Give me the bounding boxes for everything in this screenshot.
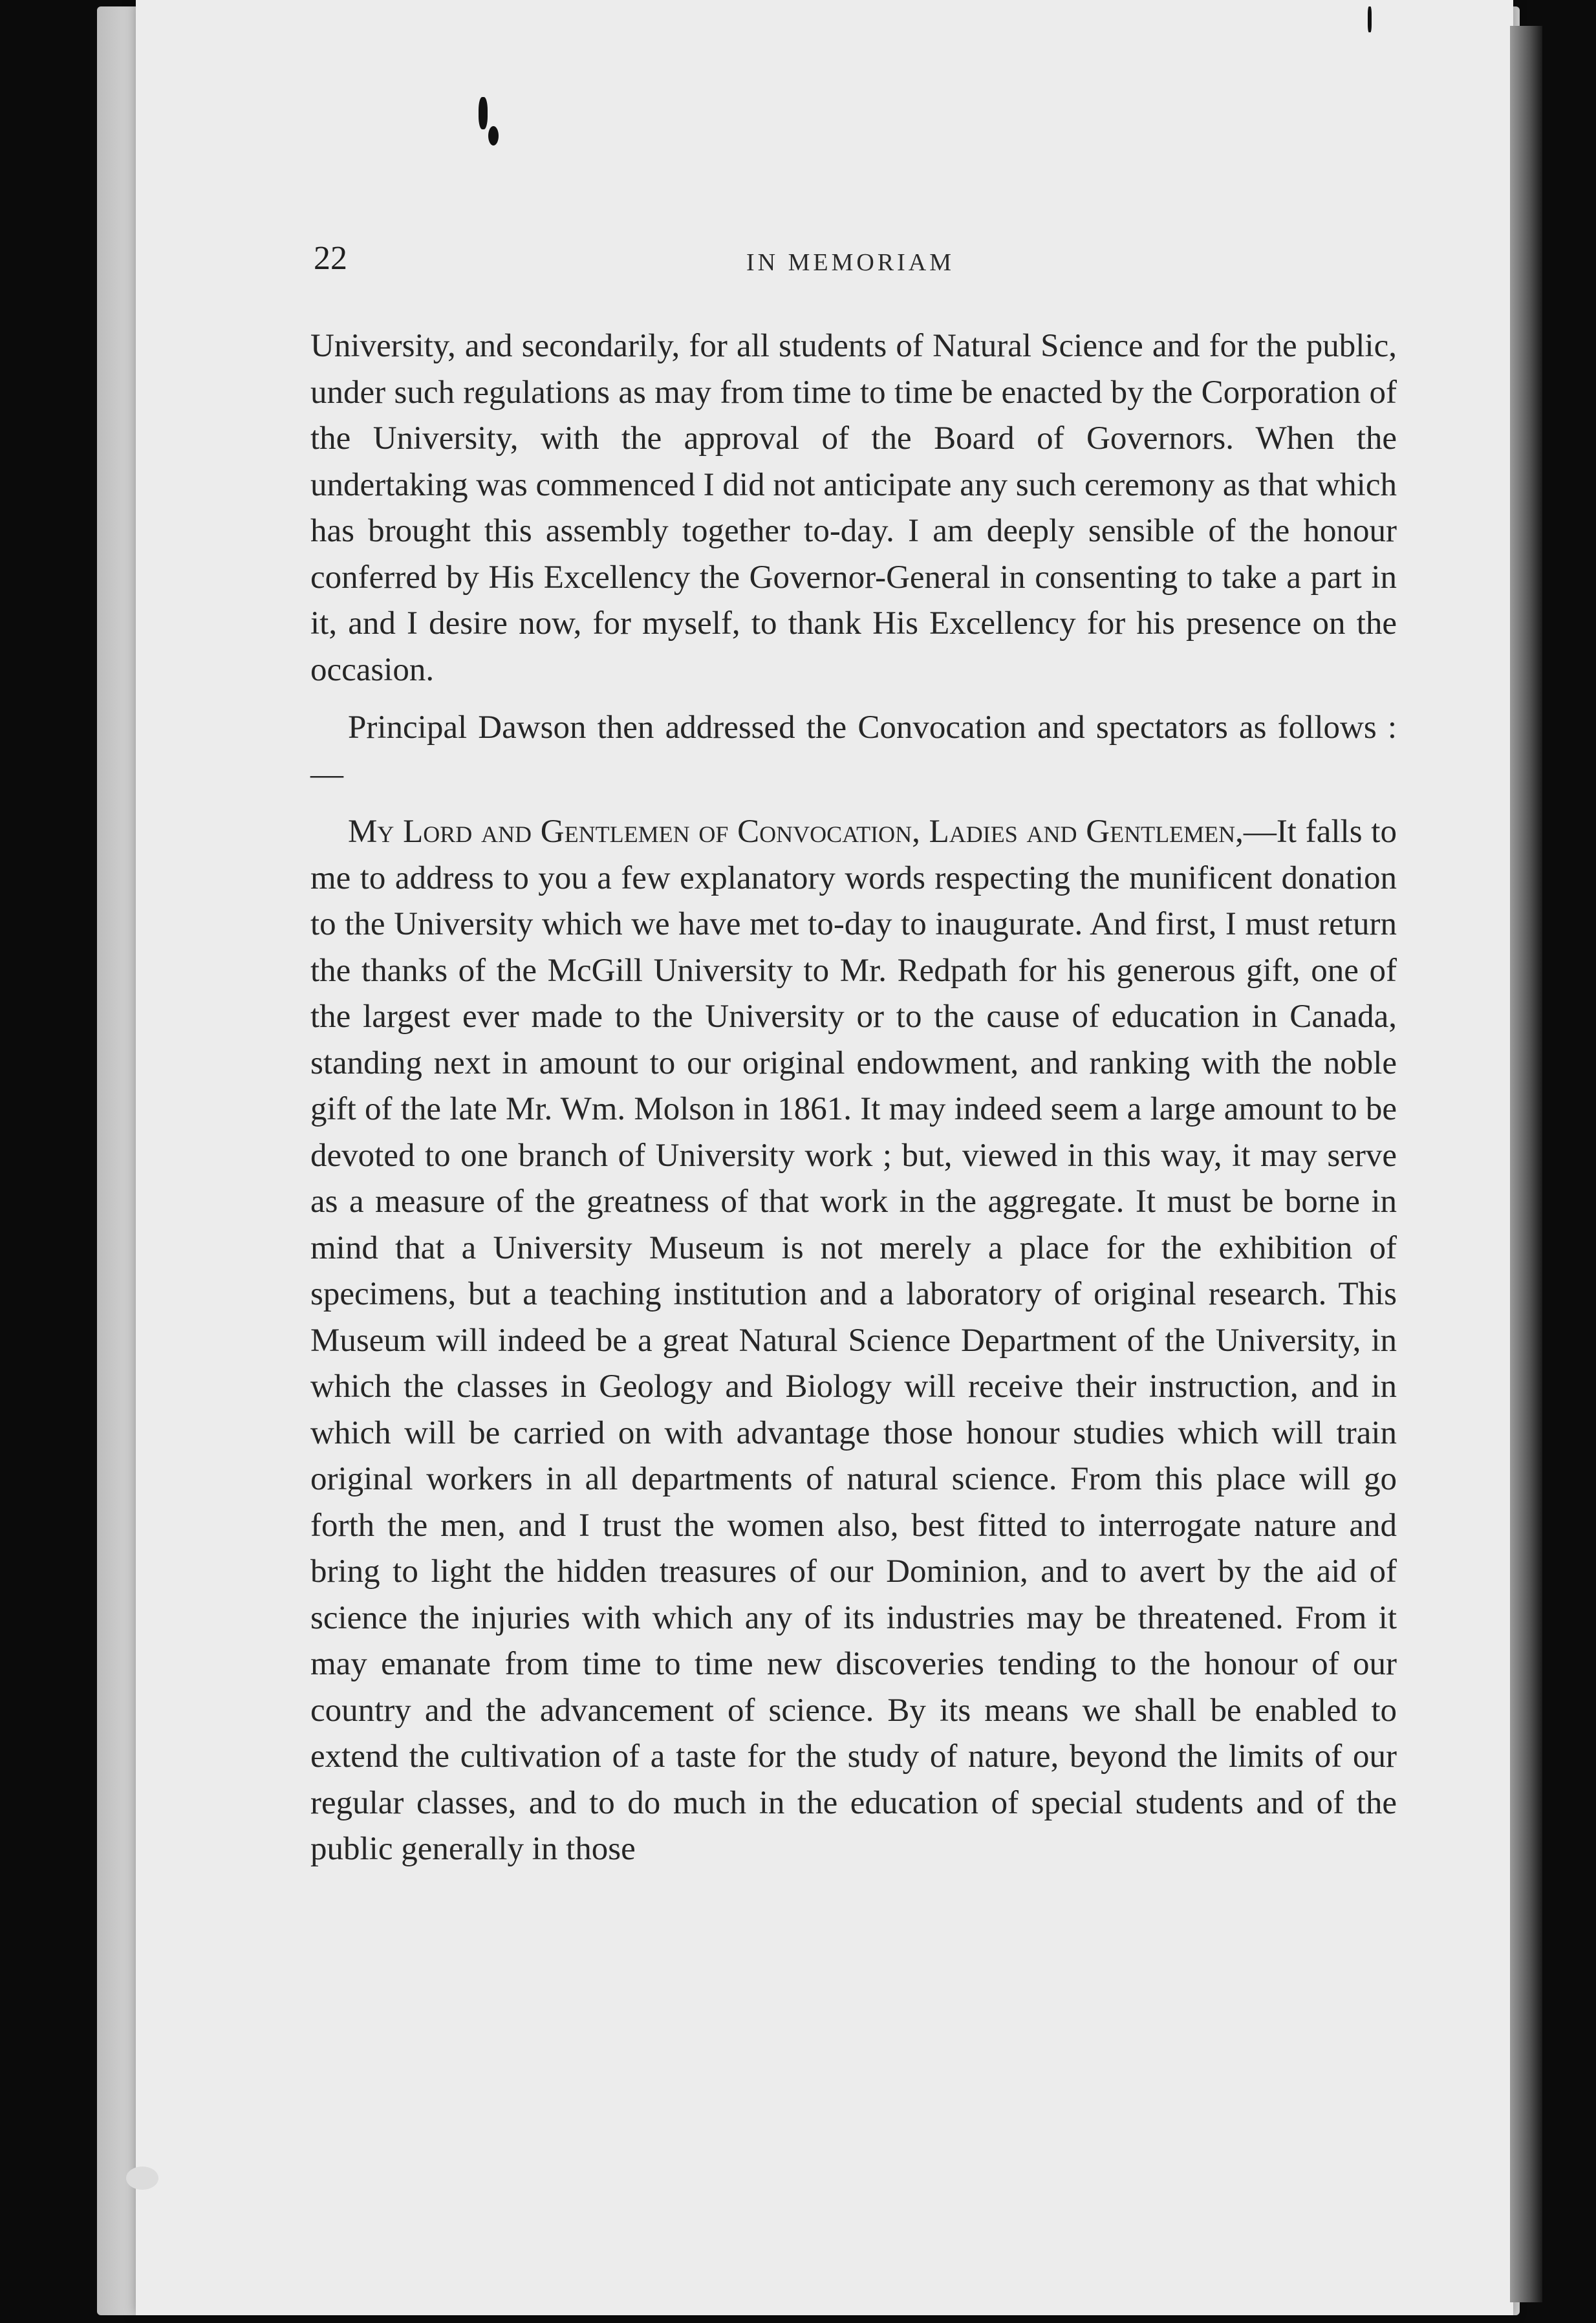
paragraph-2: Principal Dawson then addressed the Convocation and spectators as follows :—: [310, 709, 1397, 792]
salutation: My Lord and Gentlemen of Convocation, Ladies and Gentlemen,: [348, 814, 1244, 850]
binding-shadow: [1510, 26, 1542, 2302]
ink-speck: [126, 2166, 158, 2190]
running-title: IN MEMORIAM: [746, 249, 955, 276]
paragraph-3: [310, 809, 1397, 1873]
paragraph-1: University, and secondarily, for all students of Natural Science and for the public, under such regulations as may from time to time be enacted by the Corporation of the University, with the approval of the Board of Governors. When the undertaking was commenced I did not anticipate any such ceremony as that which has brought this assembly together to-day. I am deeply sensible of the honour conferred by His Excellency the Governor-General in consenting to take a part in it, and I desire now, for myself, to thank His Excellency for his presence on the occasion.: [310, 328, 1397, 688]
paragraph-3-text: —It falls to me to address to you a few explanatory words respecting the munificent donation to the University which we have met to-day to inaugurate. And first, I must return the thanks of the McGill University to Mr. Redpath for his generous gift, one of the largest ever made to the University or to the cause of education in Canada, standing next in amount to our original endowment, and ranking with the noble gift of the late Mr. Wm. Molson in 1861. It may indeed seem a large amount to be devoted to one branch of University work ; but, viewed in this way, it may serve as a measure of the greatness of that work in the aggregate. It must be borne in mind that a University Museum is not merely a place for the exhibition of specimens, but a teaching institution and a laboratory of original research. This Museum will indeed be a great Natural Science Department of the University, in which the classes in Geology and Biology will receive their instruction, and in which will be carried on with advantage those honour studies which will train original workers in all departments of natural science. From this place will go forth the men, and I trust the women also, best fitted to interrogate nature and bring to light the hidden treasures of our Dominion, and to avert by the aid of science the injuries with which any of its industries may be threatened. From it may emanate from time to time new discoveries tending to the honour of our country and the advancement of science. By its means we shall be enabled to extend the cultivation of a taste for the study of nature, beyond the limits of our regular classes, and to do much in the education of special students and of the public generally in those: [310, 814, 1397, 1867]
ink-speck: [1368, 6, 1372, 32]
running-head: [314, 239, 1387, 291]
page-body: [310, 323, 1397, 1873]
ink-speck: [488, 126, 499, 146]
page-number: 22: [314, 240, 347, 277]
ink-speck: [479, 97, 488, 129]
